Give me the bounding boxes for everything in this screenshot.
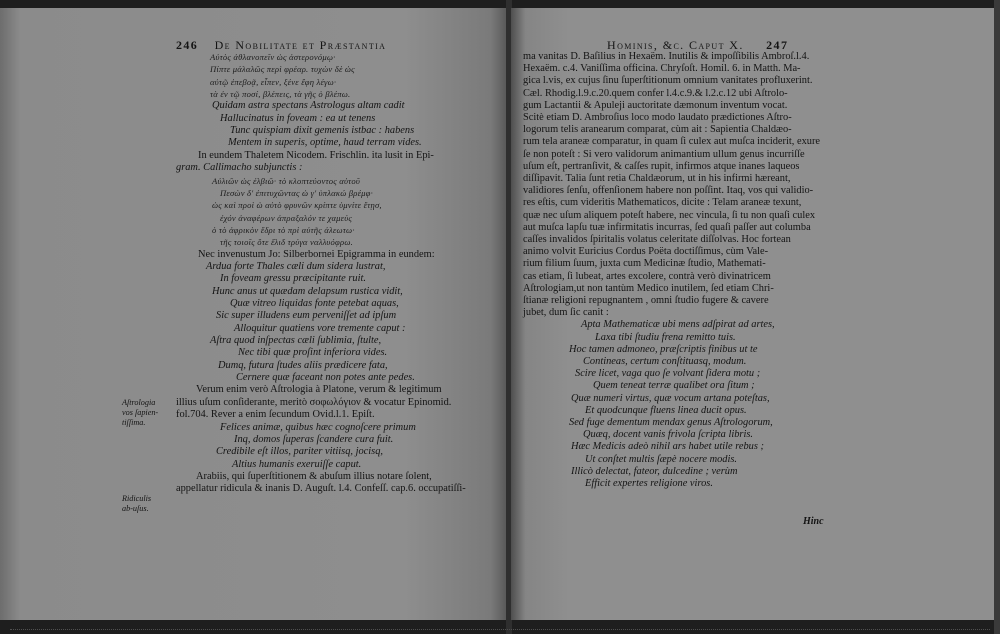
- left-text-line: Arabiis, qui ſuperſtitionem & abuſum illius notare ſolent,: [196, 470, 432, 482]
- left-text-line: Verum enim verò Aſtrologia à Platone, verum & legitimum: [196, 384, 442, 396]
- catchword: Hinc: [803, 516, 824, 527]
- right-text-line: Sed fuge dementum mendax genus Aſtrologorum,: [569, 417, 773, 428]
- right-text-line: Quæ numeri virtus, quæ vocum artana poteſtas,: [571, 392, 770, 404]
- left-text-line: Sic super illudens eum perveniſſet ad ipſum: [216, 310, 397, 322]
- right-text-line: Hoc tamen admoneo, præſcriptis finibus ut te: [569, 343, 758, 355]
- left-text-line: Credibile eſt illos, pariter vitiisq, jocisq,: [216, 446, 384, 458]
- left-text-line: Altius humanis exeruiſſe caput.: [232, 458, 362, 470]
- left-text-line: ὡς καὶ προὶ ὡ αὐτὸ φρυνῶν κρίπτε ὑμνίτε ἔτῃσ,: [212, 200, 382, 211]
- left-text-line: Quæ vitreo liquidas fonte petebat aquas,: [230, 298, 399, 309]
- bottom-edge: [10, 625, 990, 630]
- right-text-line: Illicò delectat, fateor, dulcedine ; verùm: [571, 465, 738, 477]
- right-text-line: Ut conſtet multis ſæpè nocere modis.: [585, 453, 737, 465]
- right-text-line: Hæc Medicis adeò nihil ars habet utile rebus ;: [571, 441, 764, 453]
- left-text-line: τὰ ἐν τῷ ποσί, βλέπεις, τὰ γῆς ὁ βλέπω.: [210, 89, 351, 100]
- right-text-line: ma vanitas D. Baſilius in Hexaëm. Inutilis & impoſſibilis Ambroſ.l.4.: [523, 51, 810, 62]
- left-text-line: fol.704. Rever a enim ſecundum Ovid.l.1. Epiſt.: [176, 409, 375, 421]
- right-text-line: Efficit expertes religione viros.: [585, 478, 713, 489]
- right-text-line: Aſtrologiam,ut non tantùm Medico inutilem, ſed etiam Chri-: [523, 282, 774, 294]
- right-text-line: animo volvit Euricius Cordus Poëta doctiſſimus, cùm Vale-: [523, 246, 769, 258]
- right-text-line: gum Lactantii & Apuleji auctoritate dæmonum inventum vocat.: [523, 99, 788, 111]
- left-text-line: Aſtra quod inſpectas cæli ſublimia, ſtulte,: [210, 335, 382, 347]
- right-text-line: validiores ſenſu, offenſionem habere non poſſint. Itaq, vos qui validio-: [523, 185, 814, 197]
- right-text-line: rum tela araneæ comparatur, in quam ſi culex aut muſca inciderit, exure: [523, 136, 821, 148]
- right-text-line: Et quodcunque fluens linea ducit opus.: [585, 404, 747, 416]
- right-edge-shadow: [994, 0, 1000, 634]
- left-text-line: Mentem in superis, optime, haud terram vides.: [228, 137, 422, 149]
- right-text-line: uſum eſt, pertranſivit, & caſſes rupit, infirmos atque inanes laqueos: [523, 160, 800, 172]
- left-text-line: ἐχόν ἀναφέρων ἀπραξαλόν τε χαμεύς: [220, 212, 353, 223]
- right-text-line: Contineas, certum conſtituasq, modum.: [583, 356, 747, 367]
- left-text-line: gram. Callimacho subjunctis :: [176, 162, 303, 174]
- right-text-line: Scire licet, vaga quo ſe volvant ſidera motu ;: [575, 368, 761, 380]
- left-text-line: In foveam gressu præcipitante ruit.: [220, 273, 366, 285]
- right-text-line: Scitè etiam D. Ambroſius loco modo laudato prædictiones Aſtro-: [523, 112, 792, 123]
- left-text-line: Nec tibi quæ proſint inferiora vides.: [238, 347, 388, 359]
- left-text-line: Inq, domos ſuperas ſcandere cura fuit.: [234, 433, 394, 445]
- margin-note-ridiculis: Ridiculis ab-uſus.: [122, 494, 152, 513]
- left-page: [0, 8, 508, 620]
- right-text-line: Hexaëm. c.4. Vaniſſima officina. Chryſoſt. Homil. 6. in Matth. Ma-: [523, 63, 801, 75]
- right-text-line: Laxa tibi ſtudiu frena remitto tuis.: [595, 331, 736, 343]
- left-page-number: 246: [176, 38, 199, 52]
- right-text-line: Apta Mathematicæ ubi mens adſpirat ad artes,: [581, 319, 775, 331]
- right-text-line: cas etiam, ſi lubeat, artes excolere, contrà verò divinatricem: [523, 270, 771, 282]
- right-text-line: Cæl. Rhodig.l.9.c.20.quem confer l.4.c.9.& l.2.c.12 ubi Aſtrolo-: [523, 87, 788, 99]
- left-text-line: Nec invenustum Jo: Silberbornei Epigramma in eundem:: [198, 248, 435, 260]
- left-text-line: αὐτῷ ἐπεβοᾷ, εἶπεν, ξένε ἔφη λέγω·: [210, 76, 337, 87]
- left-text-line: Cernere quæ faceant non potes ante pedes.: [236, 372, 415, 384]
- right-page-number: 247: [766, 38, 789, 52]
- right-text-line: jubet, dum ſic canit :: [523, 307, 609, 319]
- right-text-line: aut muſca lapſu tuæ infirmitatis incurras, ſed quaſi paſſer aut columba: [523, 221, 811, 233]
- right-text-line: Quæq, docent vanis frivola ſcripta libris.: [583, 429, 753, 441]
- right-text-line: diſſipavit. Talia ſunt retia Chaldæorum, ut in his infirmi hæreant,: [523, 173, 791, 184]
- left-text-line: Πεσὼν δ' ἐπιτυχῶντας ὡ γ' ὑπλακώ βρέμφ·: [220, 187, 373, 198]
- left-text-line: Tunc quispiam dixit gemenis istbac : habens: [230, 125, 415, 137]
- right-text-line: caſſes invalidos ſpiritalis volatus celeritate diſſolvas. Hoc fortean: [523, 234, 791, 245]
- left-text-line: Αὐτὸς ἀθλανοπεῖν ὡς ἀστερονόμῳ·: [210, 52, 336, 62]
- left-text-line: In eundem Thaletem Nicodem. Frischlin. ita lusit in Epi-: [198, 149, 434, 161]
- left-text-line: Αὐλιῶν ὡς ἐλβιῶ· τὸ κλοπτεύοντος αὐτοῦ: [212, 175, 361, 186]
- right-text-line: ſtianæ religioni repugnantem , omni ſtudio fugere & cavere: [523, 295, 769, 306]
- margin-note-astrologia: Aſtrologia vos ſapien-tiſſima.: [122, 398, 159, 427]
- left-text-line: appellatur ridicula & inanis D. Auguſt. l.4. Confeſſ. cap.6. occupatiſſi-: [176, 483, 466, 495]
- left-text-line: Hallucinatus in foveam : ea ut tenens: [220, 112, 376, 124]
- left-text-line: τῆς τοιοῖς ὅτε ἔλιδ τρύγα ναλλυόφρω.: [220, 237, 353, 248]
- right-page: [511, 8, 994, 620]
- left-text-line: Alloquitur quatiens vore tremente caput :: [234, 322, 406, 334]
- left-text-line: Πίπτε μάλαλῶς περὶ φρέαρ. τυχὼν δὲ ὡς: [210, 64, 355, 75]
- right-text-line: Quem teneat terræ qualibet ora ſitum ;: [593, 380, 755, 392]
- left-text-line: illius uſum conſiderante, meritò σοφωλόγιον & vocatur Epinomid.: [176, 396, 452, 408]
- left-text-line: Dumq, futura ſtudes aliis prædicere fata,: [218, 359, 388, 371]
- left-title: De Nobilitate et Præstantia: [214, 38, 387, 52]
- left-text-line: Felices animæ, quibus hæc cognoſcere primum: [220, 421, 416, 433]
- right-text-line: quæ nec uſum aliquem poteſt habere, nec vincula, ſi tu non quaſi culex: [523, 209, 816, 221]
- right-title: Hominis, &c. Caput X.: [607, 38, 744, 52]
- left-text-line: Ardua forte Thales cæli dum sidera lustrat,: [206, 260, 386, 272]
- right-text-line: rium filium ſuum, juxta cum Medicinæ ſtudio, Mathemati-: [523, 258, 766, 270]
- right-text-line: gica l.vis, ex cujus ſinu ſuperſtitionum omnium vanitates profluxerint.: [523, 75, 813, 87]
- left-text-line: Quidam astra spectans Astrologus altam cadit: [212, 100, 405, 112]
- right-text-line: ſe non poteſt : Si vero validorum animantium ullum genus incurriſſe: [523, 148, 805, 160]
- right-text-line: res eſtis, cum videritis Mathematicos, dicite : Telam araneæ texunt,: [523, 197, 802, 209]
- left-text-line: ὁ τὸ ἀφρικὸν ἔδρι τὸ πρὶ αὐτῆς ἀλεωτω·: [212, 224, 355, 235]
- right-text-line: logorum telis aranearum comparat, cùm ait : Sapientia Chaldæo-: [523, 124, 792, 136]
- left-text-line: Hunc anus ut quædam delapsum rustica vidit,: [212, 285, 403, 297]
